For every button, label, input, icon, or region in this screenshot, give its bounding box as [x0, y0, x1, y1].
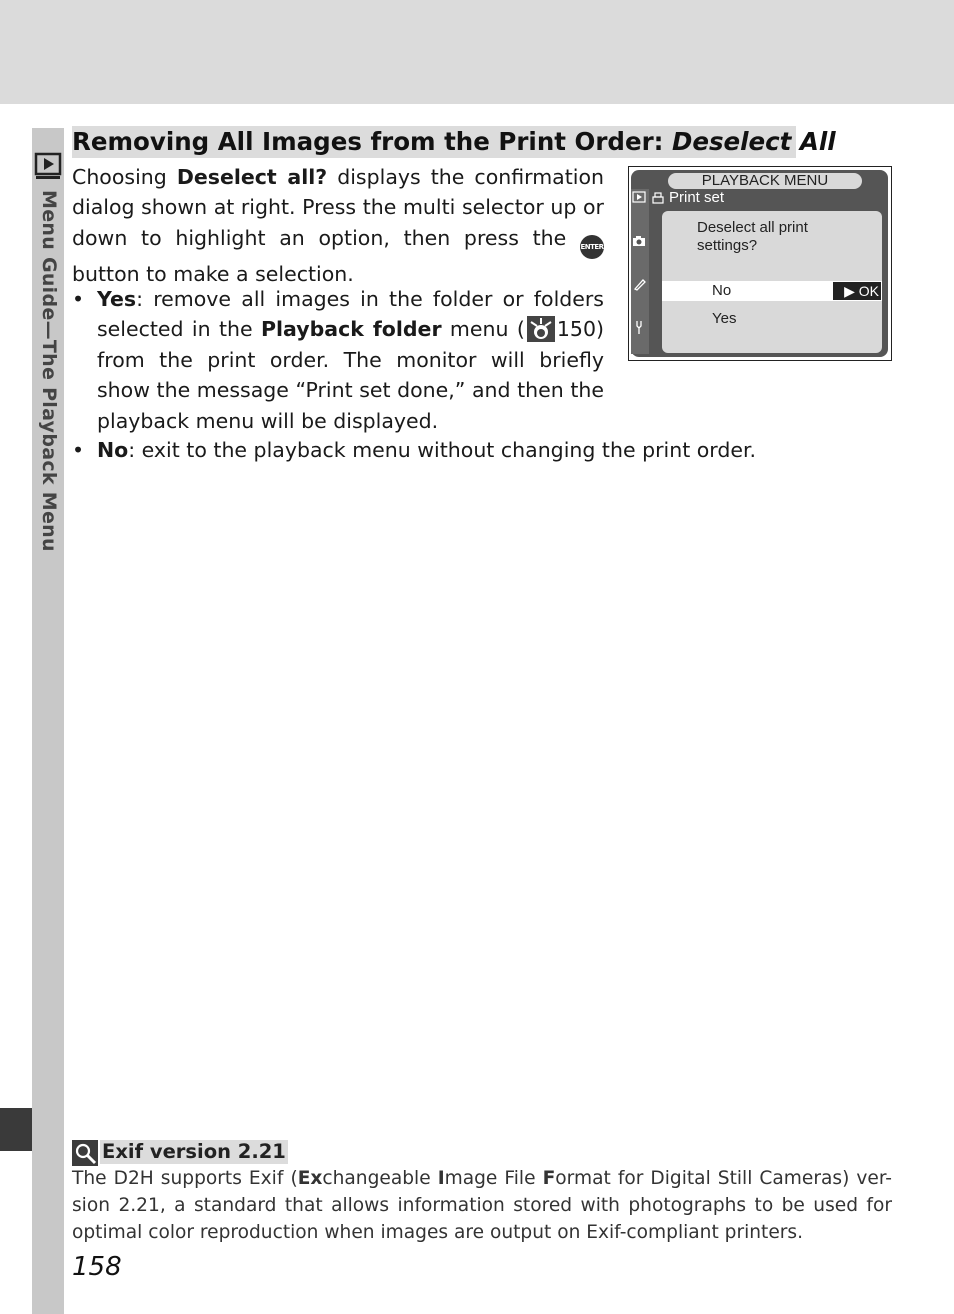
playback-folder-label: Playback folder: [260, 317, 442, 342]
intro-text-3: button to make a selection.: [72, 261, 354, 286]
setup-tab-icon: [632, 319, 646, 335]
intro-bold: Deselect all?: [176, 165, 328, 189]
playback-tab-icon: [632, 191, 646, 203]
option-no: No: [712, 282, 732, 299]
reference-icon: [527, 316, 555, 342]
bullet-yes: [97, 284, 604, 436]
ok-indicator: ▶ OK: [833, 282, 881, 300]
bullet-yes-text-3: ) from the print order. The monitor will briefly show the message “Print set done,” and then the playback menu will be displayed.: [97, 317, 604, 433]
section-label: Menu Guide—The Playback Menu: [38, 190, 60, 552]
note-text-4: ormat for Digital Still Cameras) ver-sion 2.21, a standard that allows information stored with photographs to be used for optimal color reproduction when images are output on Exif-compliant printers.: [72, 1168, 892, 1243]
custom-settings-tab-icon: [632, 277, 646, 291]
intro-text-2: displays the confirmation dialog shown at right. Press the multi selector up or down to highlight an option, then press the: [72, 165, 605, 250]
bullet-no: [97, 435, 817, 465]
shooting-tab-icon: [632, 235, 646, 247]
note-f: F: [542, 1168, 556, 1189]
page-reference: 150: [556, 317, 596, 342]
note-text-2: changeable: [322, 1168, 438, 1189]
top-band: [0, 0, 954, 104]
intro-paragraph: [72, 162, 604, 289]
bullet-yes-text-2: menu (: [441, 317, 525, 342]
heading-italic: Deselect All: [671, 127, 836, 156]
bullet-no-text: : exit to the playback menu without changing the print order.: [128, 438, 757, 462]
note-body: [72, 1166, 892, 1246]
playback-icon: [34, 152, 62, 180]
option-yes: Yes: [712, 310, 737, 327]
note-text-3: mage File: [444, 1168, 543, 1189]
note-magnifier-icon: [72, 1140, 98, 1166]
side-tab-marker: [0, 1108, 32, 1151]
screen-menu-title: PLAYBACK MENU: [668, 173, 862, 189]
note-i: I: [437, 1168, 445, 1189]
enter-button-icon: ENTER: [580, 235, 604, 259]
page-heading: [72, 126, 836, 158]
heading-main: Removing All Images from the Print Order:: [72, 127, 672, 156]
bullet-yes-text-1: : remove all images in the folder or folders selected in the: [97, 287, 604, 342]
note-ex: Ex: [297, 1168, 323, 1189]
note-text-1: The D2H supports Exif (: [72, 1168, 298, 1189]
intro-text-1: Choosing: [72, 165, 177, 189]
dialog-question: Deselect all print settings?: [697, 219, 808, 254]
option-no-row: [662, 281, 882, 301]
confirmation-dialog: [662, 211, 882, 353]
print-icon: [651, 192, 665, 206]
note-title: Exif version 2.21: [102, 1140, 286, 1163]
bullet-yes-label: Yes: [97, 287, 137, 311]
bullet-no-label: No: [97, 438, 129, 462]
bullet-no-marker: •: [72, 438, 85, 462]
camera-monitor-screen: [628, 166, 892, 361]
bullet-yes-marker: •: [72, 287, 85, 311]
screen-submenu-title: Print set: [669, 189, 725, 206]
page-number: 158: [72, 1252, 122, 1282]
